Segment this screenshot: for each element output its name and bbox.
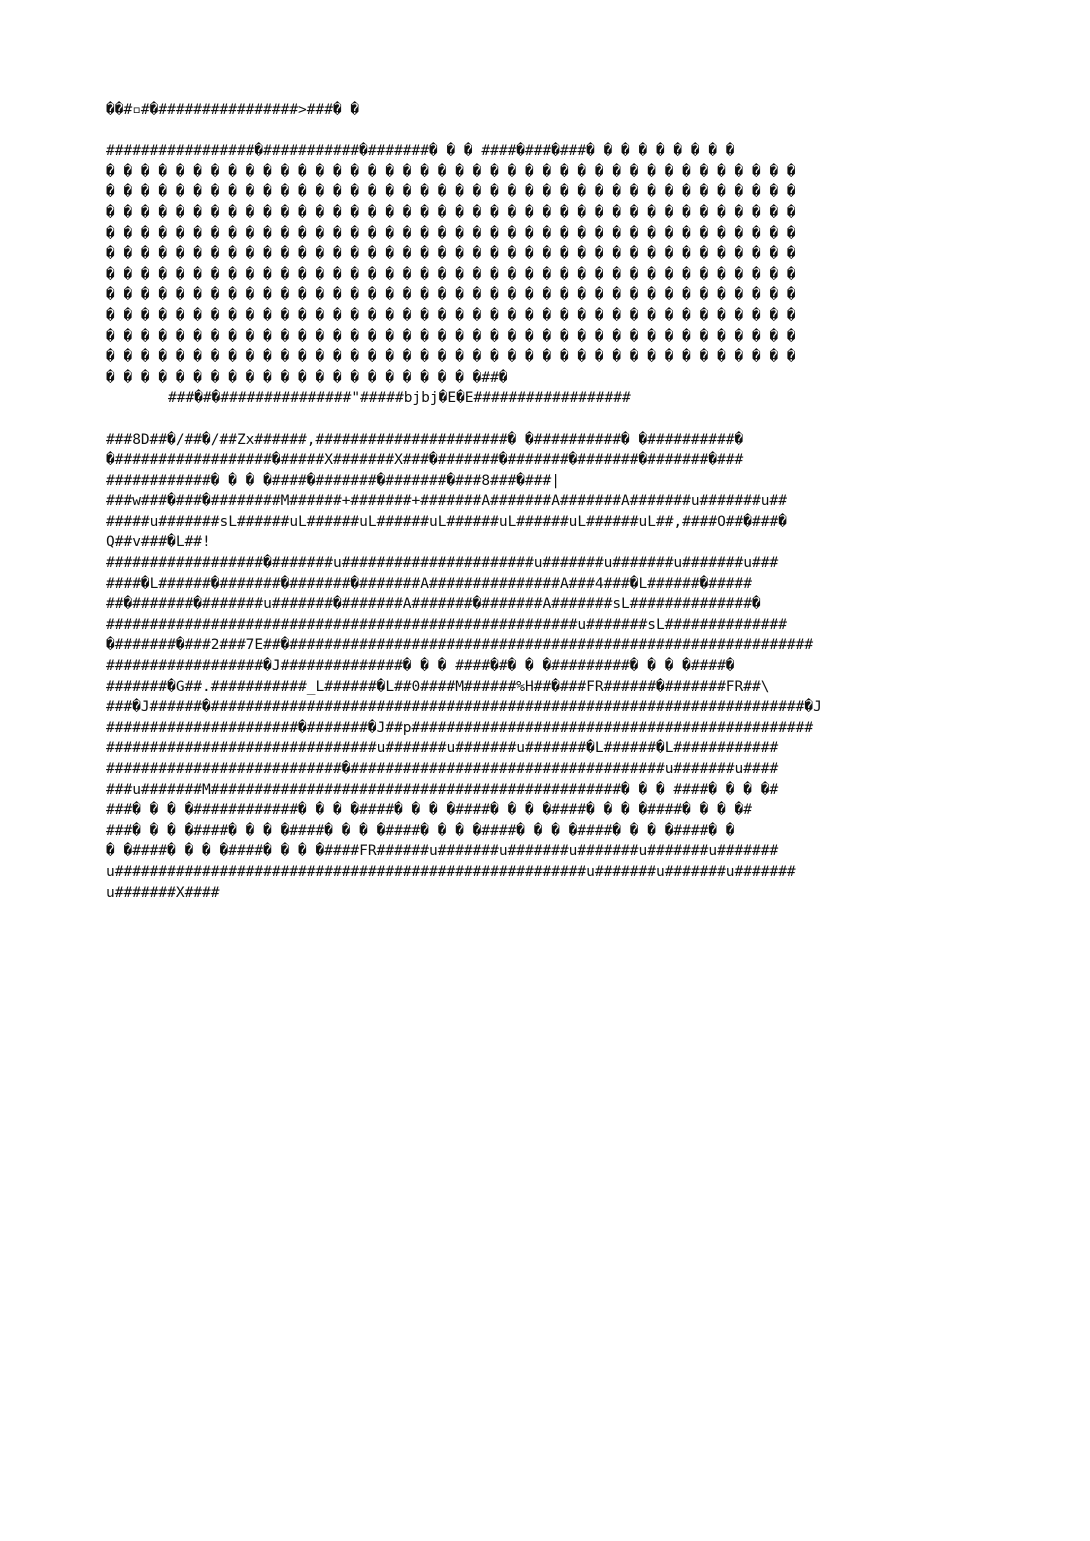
- text-line: � � � � � � � � � � � � � � � � � � � � � � � � � � � � � � � � � � � � � � � �: [106, 184, 796, 201]
- text-line: #######�G##.###########_L######�L##0####M######%H##�###FR######�#######FR##\: [106, 678, 770, 695]
- text-line: � � � � � � � � � � � � � � � � � � � � � �##�: [106, 369, 508, 386]
- text-line: ###� � � �############� � � �####� � � �####� � � �####� � � �####� � � �#: [106, 802, 753, 819]
- text-line: ######################�#######�J##p##############################################: [106, 719, 814, 736]
- text-line: � � � � � � � � � � � � � � � � � � � � � � � � � � � � � � � � � � � � � � � �: [106, 266, 796, 283]
- text-line: � � � � � � � � � � � � � � � � � � � � � � � � � � � � � � � � � � � � � � � �: [106, 349, 796, 366]
- text-line: ###########################�####################################u#######u####: [106, 761, 779, 777]
- text-line: ###� � � �####� � � �####� � � �####� � � �####� � � �####� � � �####� �: [106, 822, 735, 839]
- text-line: u#######X####: [106, 884, 220, 901]
- text-line: �##################�#####X#######X###�#######�#######�#######�#######�###: [106, 452, 744, 469]
- text-line: � � � � � � � � � � � � � � � � � � � � � � � � � � � � � � � � � � � � � � � �: [106, 328, 796, 345]
- text-line: ############� � � �####�#######�#######�###8###�###|: [106, 472, 560, 489]
- text-line: ###8D##�/##�/##Zx######,######################� �##########� �##########�: [106, 431, 744, 448]
- text-line: ##################�#######u######################u#######u#######u#######u###: [106, 555, 779, 572]
- paragraph-2: [106, 430, 986, 904]
- text-line: ###w###�###�########M######+#######+#######A#######A#######A#######u#######u##: [106, 493, 787, 510]
- garbled-text-block: [106, 100, 986, 903]
- text-line: � � � � � � � � � � � � � � � � � � � � � � � � � � � � � � � � � � � � � � � �: [106, 307, 796, 324]
- text-line: #################�###########�#######� � � ####�###�###� � � � � � � � �: [106, 143, 735, 160]
- indented-text-line: ###�#�###############"#####bjbj�E�E##################: [168, 390, 631, 407]
- blank-line: [106, 409, 986, 430]
- text-line: � � � � � � � � � � � � � � � � � � � � � � � � � � � � � � � � � � � � � � � �: [106, 163, 796, 180]
- paragraph-1: [106, 141, 986, 409]
- text-line: ###############################u#######u#######u#######�L######�L############: [106, 740, 779, 757]
- text-line: � � � � � � � � � � � � � � � � � � � � � � � � � � � � � � � � � � � � � � � �: [106, 204, 796, 221]
- text-line: u######################################################u#######u#######u#######: [106, 863, 796, 880]
- text-line: ##################�J##############� � � ####�#� � �#########� � � �####�: [106, 658, 735, 675]
- text-line: � �####� � � �####� � � �####FR######u#######u#######u#######u#######u#######: [106, 843, 779, 860]
- text-line: ###u#######M###############################################� � � ####� � � �#: [106, 781, 779, 798]
- text-line: � � � � � � � � � � � � � � � � � � � � � � � � � � � � � � � � � � � � � � � �: [106, 287, 796, 304]
- text-line: � � � � � � � � � � � � � � � � � � � � � � � � � � � � � � � � � � � � � � � �: [106, 246, 796, 263]
- blank-line: [106, 121, 986, 142]
- text-line: ####�L######�#######�#######�#######A###############A###4###�L######�#####: [106, 575, 753, 592]
- document-heading: ��#▫#�################>###� �: [106, 102, 360, 118]
- text-line: � � � � � � � � � � � � � � � � � � � � � � � � � � � � � � � � � � � � � � � �: [106, 225, 796, 242]
- text-line: ###�J######�####################################################################�J: [106, 699, 822, 716]
- text-line: Q##v###�L##!: [106, 534, 211, 551]
- text-line: ######################################################u#######sL##############: [106, 616, 787, 633]
- text-line: �#######�###2###7E##�############################################################: [106, 637, 814, 654]
- text-line: #####u#######sL######uL######uL######uL######uL######uL######uL##,####O##�###�: [106, 513, 787, 530]
- text-line: ##�#######�#######u#######�#######A#######�#######A#######sL##############�: [106, 596, 761, 613]
